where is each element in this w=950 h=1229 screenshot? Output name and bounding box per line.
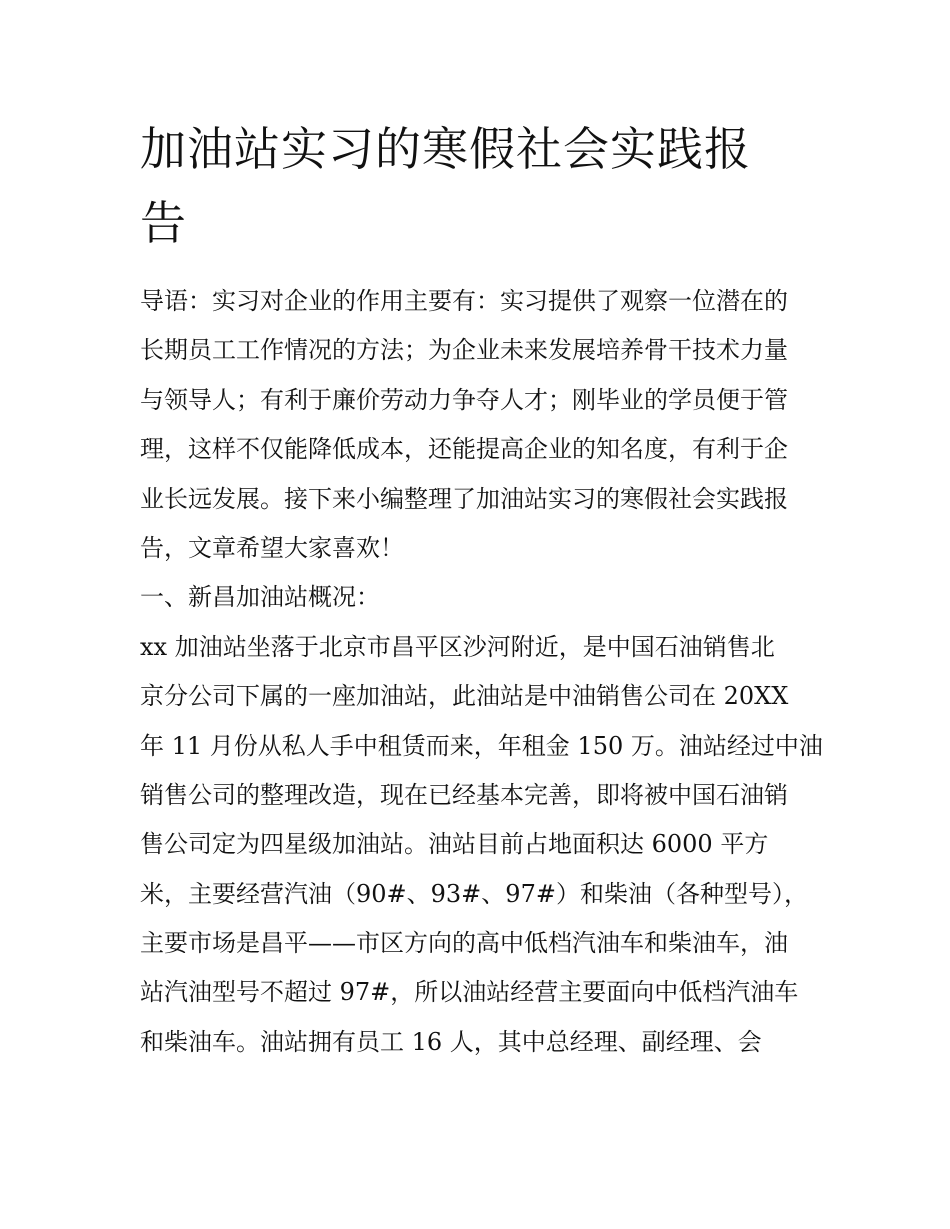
section-paragraph-line: 销售公司的整理改造，现在已经基本完善，即将被中国石油销: [140, 780, 788, 809]
title-line: 加油站实习的寒假社会实践报: [140, 122, 751, 176]
section-paragraph-line: 和柴油车。油站拥有员工 16 人，其中总经理、副经理、会: [140, 1027, 762, 1056]
document-page: [140, 112, 823, 1067]
intro-paragraph-line: 理，这样不仅能降低成本，还能提高企业的知名度，有利于企: [140, 435, 788, 464]
section-paragraph-line: 年 11 月份从私人手中租赁而来，年租金 150 万。油站经过中油: [140, 731, 823, 760]
document-body: [140, 277, 823, 1067]
section-paragraph-line: 站汽油型号不超过 97#，所以油站经营主要面向中低档汽油车: [140, 978, 799, 1007]
section-paragraph-line: xx 加油站坐落于北京市昌平区沙河附近，是中国石油销售北: [140, 632, 775, 661]
intro-paragraph-line: 与领导人；有利于廉价劳动力争夺人才；刚毕业的学员便于管: [140, 385, 788, 414]
intro-paragraph-line: 告，文章希望大家喜欢！: [140, 533, 404, 562]
section-paragraph-line: 售公司定为四星级加油站。油站目前占地面积达 6000 平方: [140, 830, 769, 859]
intro-paragraph-line: 导语：实习对企业的作用主要有：实习提供了观察一位潜在的: [140, 287, 788, 315]
intro-paragraph-line: 业长远发展。接下来小编整理了加油站实习的寒假社会实践报: [140, 484, 788, 513]
section-paragraph-line: 京分公司下属的一座加油站，此油站是中油销售公司在 20XX: [140, 682, 789, 711]
title-line: 告: [140, 196, 187, 250]
section-paragraph-line: 主要市场是昌平——市区方向的高中低档汽油车和柴油车，油: [140, 929, 788, 958]
section-paragraph-line: 米，主要经营汽油（90#、93#、97#）和柴油（各种型号），: [140, 879, 808, 908]
section-heading: 一、新昌加油站概况：: [140, 583, 380, 612]
document-title: [140, 112, 800, 260]
intro-paragraph-line: 长期员工工作情况的方法；为企业未来发展培养骨干技术力量: [140, 336, 788, 365]
